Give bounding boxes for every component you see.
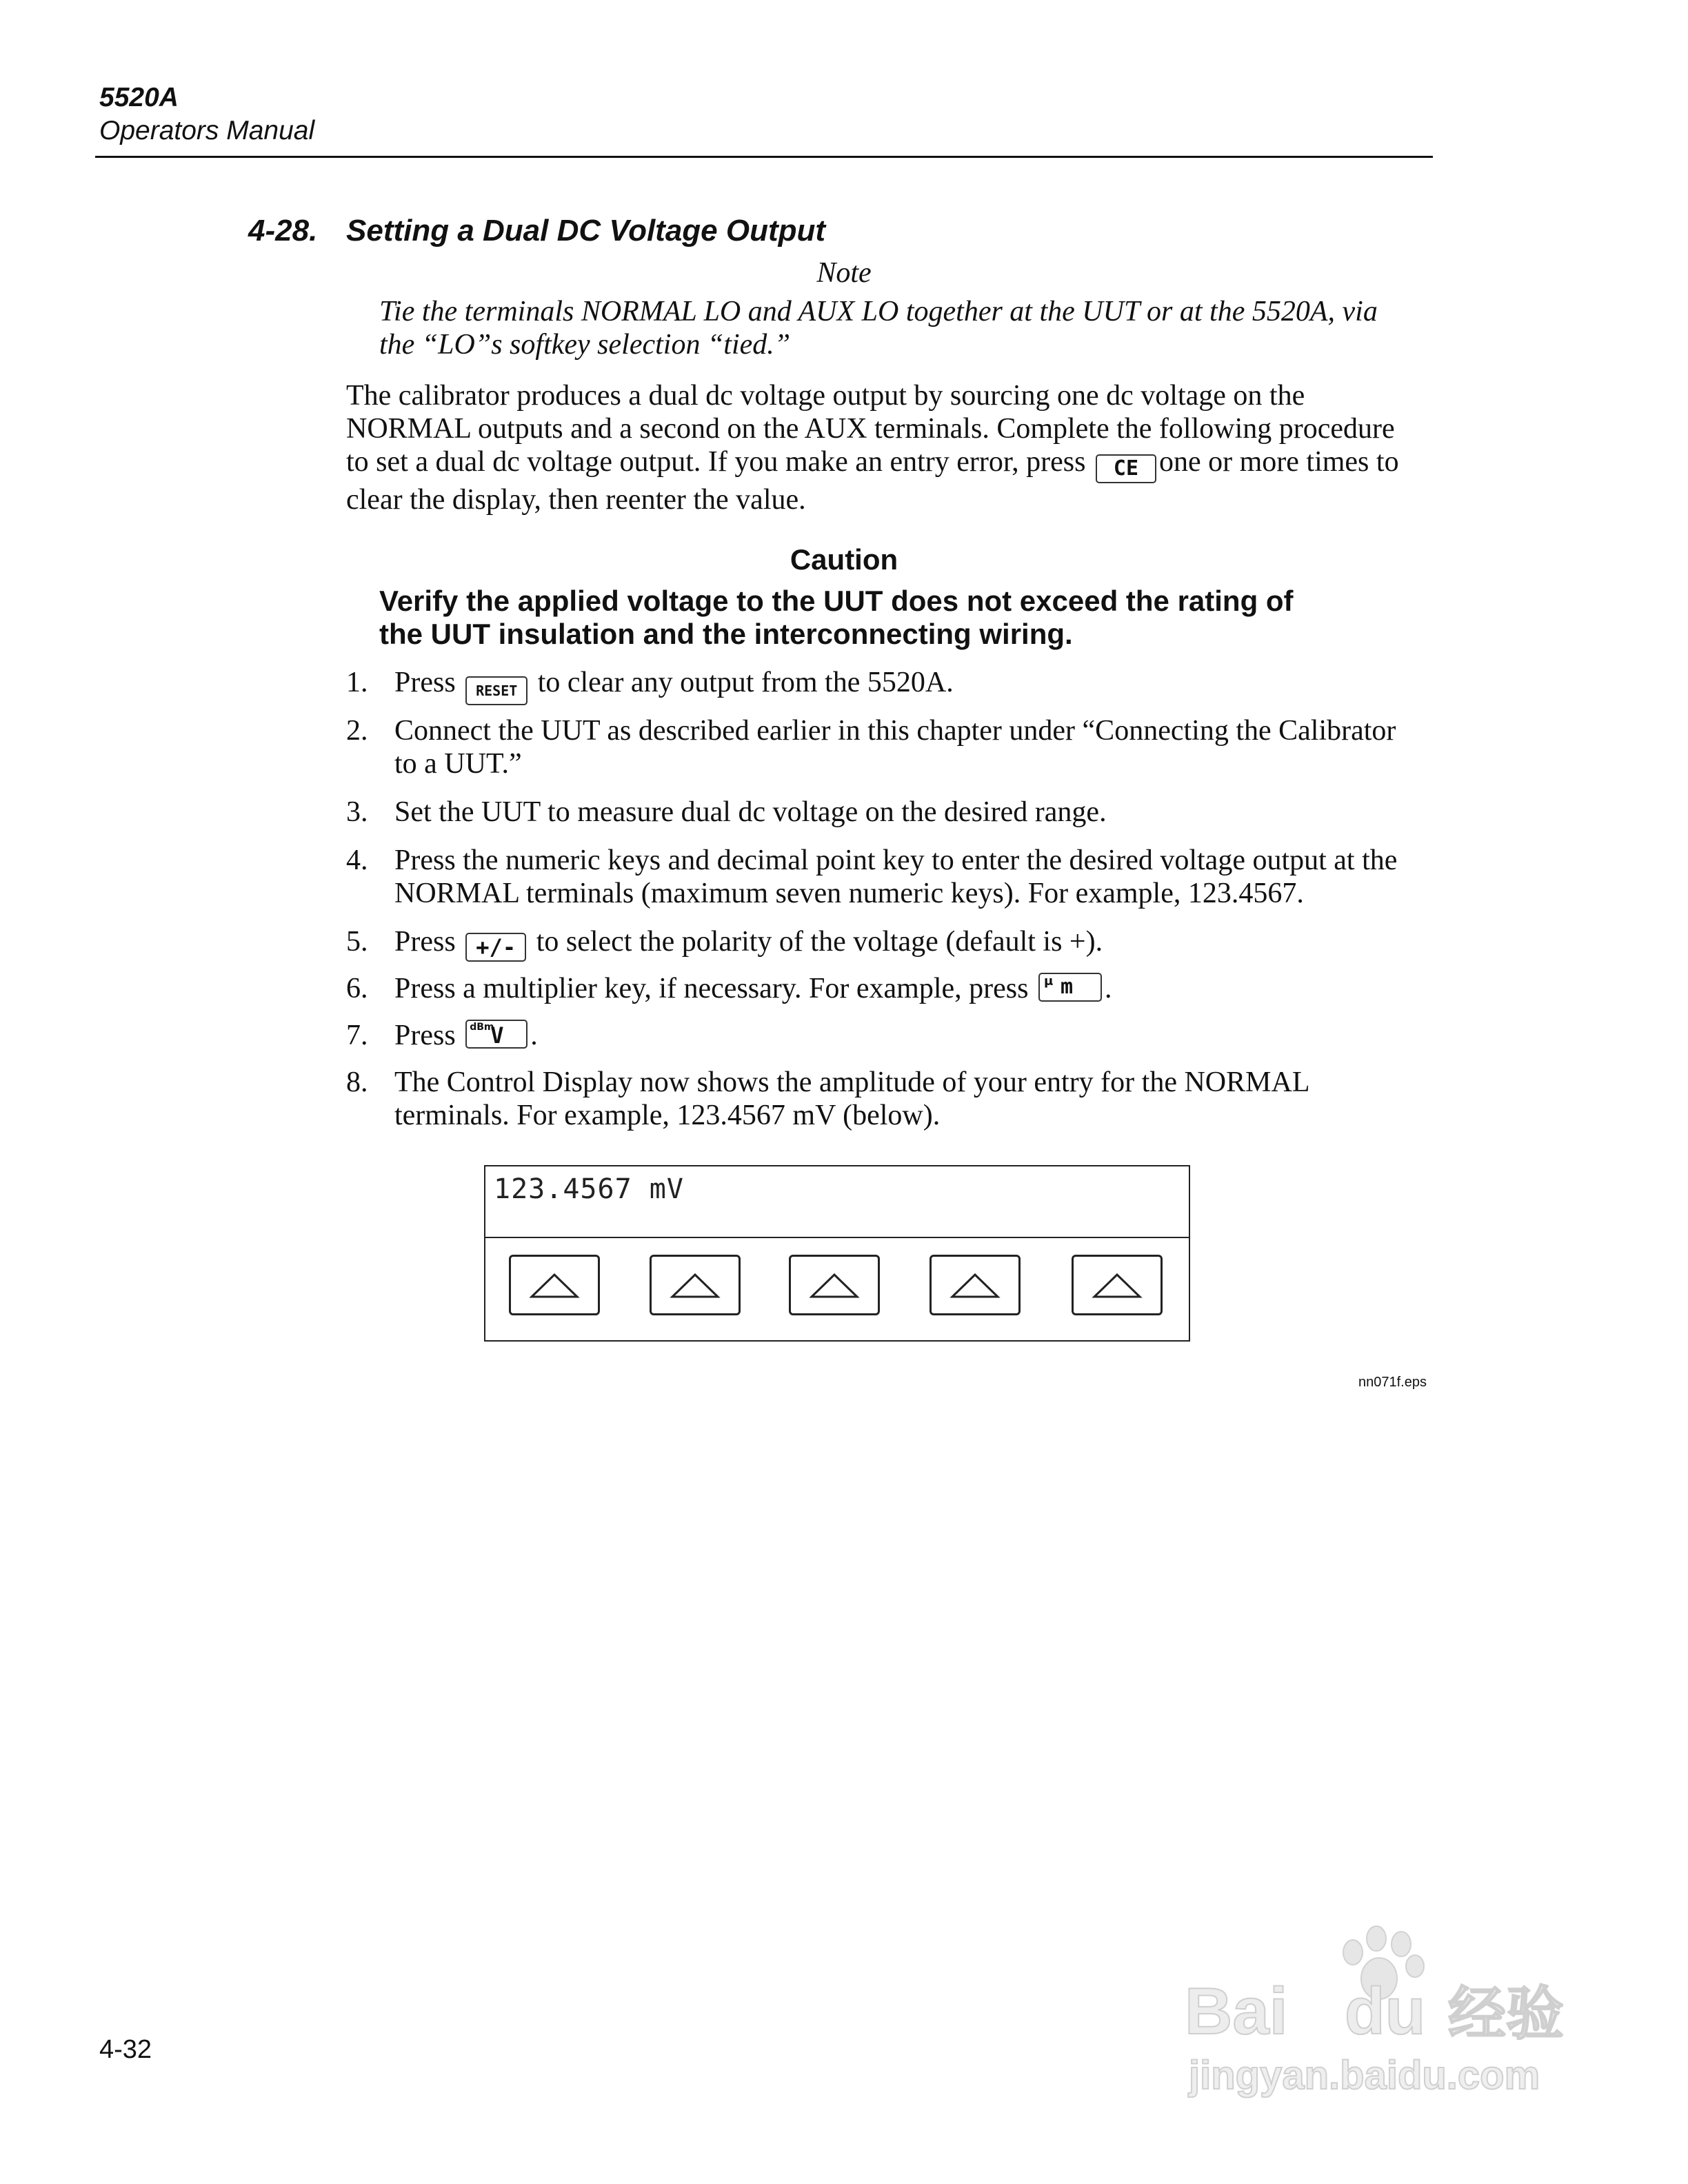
key-primary-label: m bbox=[1060, 975, 1074, 999]
step-number: 5. bbox=[346, 926, 368, 958]
step-number: 2. bbox=[346, 715, 368, 747]
note-text: Tie the terminals NORMAL LO and AUX LO together at the UUT or at the 5520A, via the “LO”s softkey selection “tied.” bbox=[379, 296, 1378, 361]
triangle-up-icon bbox=[1074, 1257, 1160, 1313]
step-text: Press bbox=[394, 1020, 456, 1051]
baidu-jingyan-watermark bbox=[1172, 1903, 1586, 2110]
step-2 bbox=[346, 714, 1422, 780]
step-text: Press bbox=[394, 926, 456, 958]
key-secondary-label: dBm bbox=[470, 1022, 494, 1033]
plus-minus-key: +/- bbox=[465, 933, 526, 962]
page-number: 4-32 bbox=[99, 2035, 152, 2064]
header-manual-title: Operators Manual bbox=[99, 116, 315, 145]
step-text: Connect the UUT as described earlier in this chapter under “Connecting the Calibrator to a UUT.” bbox=[394, 715, 1396, 780]
section-number: 4-28. bbox=[248, 214, 318, 247]
triangle-up-icon bbox=[791, 1257, 878, 1313]
step-text: The Control Display now shows the amplitude of your entry for the NORMAL terminals. For example, 123.4567 mV (below). bbox=[394, 1066, 1309, 1131]
triangle-up-icon bbox=[652, 1257, 738, 1313]
triangle-up-icon bbox=[932, 1257, 1018, 1313]
softkey-5 bbox=[1072, 1255, 1163, 1315]
step-number: 7. bbox=[346, 1020, 368, 1051]
intro-text-2: one or more times to clear the display, then reenter the value. bbox=[346, 446, 1399, 516]
micro-milli-key bbox=[1038, 973, 1102, 1002]
svg-text:Bai: Bai bbox=[1185, 1974, 1288, 2048]
svg-text:du: du bbox=[1345, 1974, 1426, 2048]
step-number: 4. bbox=[346, 845, 368, 876]
step-number: 3. bbox=[346, 796, 368, 828]
step-text: Set the UUT to measure dual dc voltage on the desired range. bbox=[394, 796, 1107, 828]
step-7 bbox=[346, 1019, 1422, 1052]
intro-paragraph bbox=[346, 379, 1422, 516]
caution-text: Verify the applied voltage to the UUT does not exceed the rating of the UUT insulation and the interconnecting wiring. bbox=[379, 585, 1294, 650]
softkey-2 bbox=[650, 1255, 741, 1315]
step-1 bbox=[346, 666, 1422, 705]
note-label: Note bbox=[816, 257, 872, 289]
softkey-1 bbox=[509, 1255, 600, 1315]
step-text: . bbox=[530, 1020, 538, 1051]
key-secondary-label: μ bbox=[1043, 974, 1054, 989]
step-5 bbox=[346, 925, 1422, 962]
step-number: 6. bbox=[346, 973, 368, 1004]
step-text: . bbox=[1104, 973, 1112, 1004]
figure-id: nn071f.eps bbox=[1358, 1375, 1427, 1390]
control-display-figure bbox=[484, 1165, 1190, 1342]
display-readout: 123.4567 mV bbox=[494, 1173, 684, 1205]
step-3 bbox=[346, 796, 1422, 829]
section-title: Setting a Dual DC Voltage Output bbox=[346, 214, 826, 247]
intro-text-1: The calibrator produces a dual dc voltage output by sourcing one dc voltage on the NORMAL outputs and a second on the AUX terminals. Complete the following procedure to set a dual dc voltage output. If you make an entry error, press bbox=[346, 380, 1395, 478]
step-number: 1. bbox=[346, 667, 368, 698]
step-number: 8. bbox=[346, 1066, 368, 1098]
step-8 bbox=[346, 1066, 1422, 1132]
header-rule bbox=[95, 156, 1433, 158]
step-text: Press a multiplier key, if necessary. For example, press bbox=[394, 973, 1029, 1004]
header-model: 5520A bbox=[99, 83, 179, 112]
ce-key: CE bbox=[1096, 454, 1156, 483]
softkey-3 bbox=[789, 1255, 880, 1315]
softkey-4 bbox=[930, 1255, 1021, 1315]
step-text: Press bbox=[394, 667, 456, 698]
svg-text:jingyan.baidu.com: jingyan.baidu.com bbox=[1189, 2053, 1540, 2098]
step-text: Press the numeric keys and decimal point key to enter the desired voltage output at the NORMAL terminals (maximum seven numeric keys). For example, 123.4567. bbox=[394, 845, 1398, 909]
reset-key: RESET bbox=[465, 676, 528, 705]
display-divider bbox=[485, 1237, 1189, 1238]
svg-text:经验: 经验 bbox=[1448, 1980, 1565, 2048]
triangle-up-icon bbox=[511, 1257, 598, 1313]
caution-label: Caution bbox=[790, 543, 898, 576]
key-primary-label: V bbox=[490, 1022, 504, 1049]
step-text: to clear any output from the 5520A. bbox=[537, 667, 954, 698]
dbm-volts-key bbox=[465, 1020, 528, 1049]
step-4 bbox=[346, 844, 1422, 910]
step-text: to select the polarity of the voltage (default is +). bbox=[536, 926, 1103, 958]
step-6 bbox=[346, 972, 1422, 1005]
